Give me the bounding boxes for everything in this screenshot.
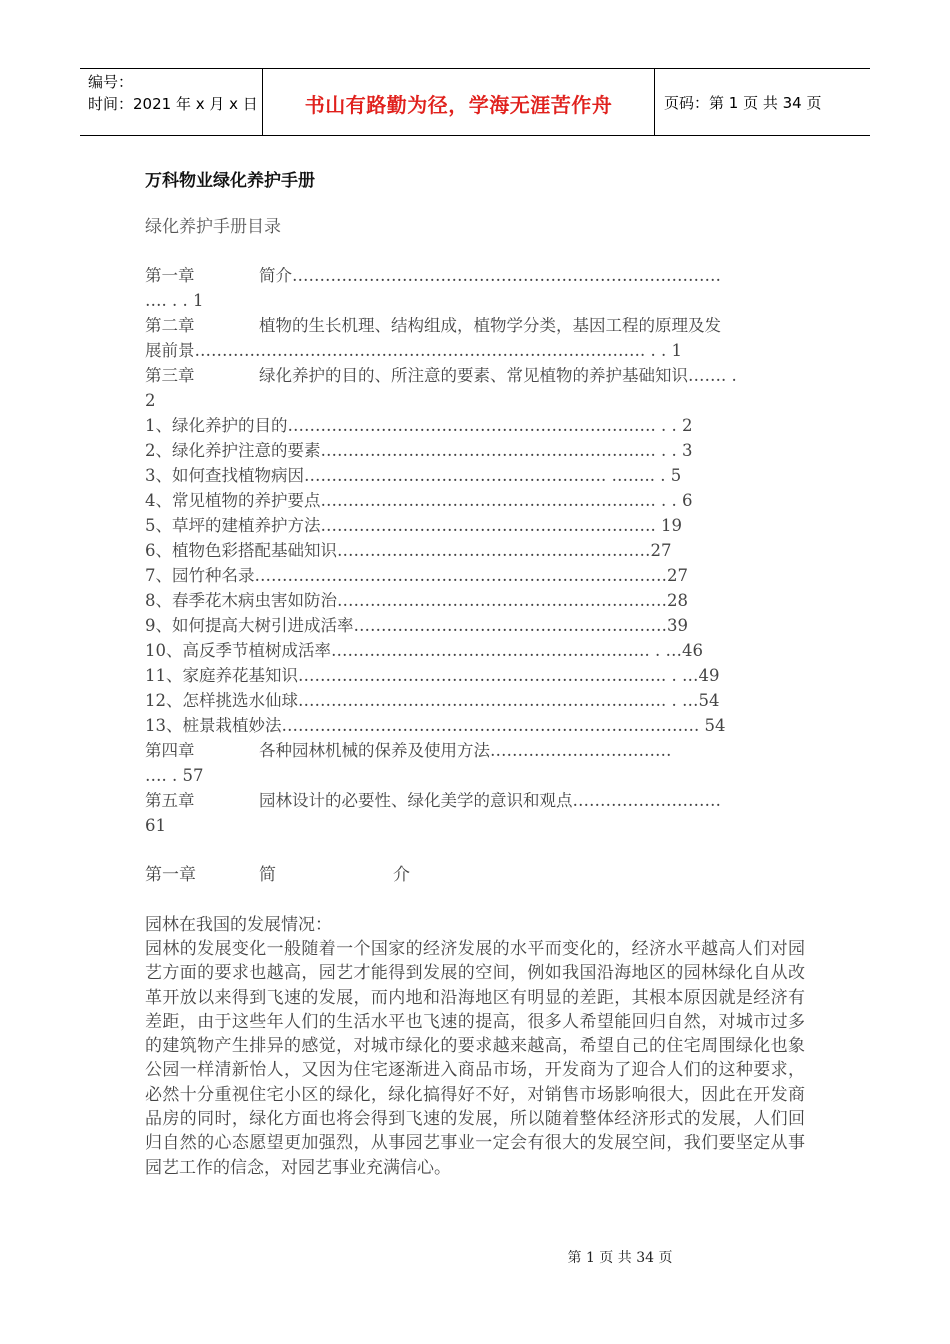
toc-chapter-label: 第五章 (145, 791, 195, 810)
header-number-label: 编号： (88, 73, 134, 91)
header-divider (654, 69, 655, 136)
toc-entry-continuation: 展前景………………………………………………………………………. . . 1 (145, 341, 682, 360)
toc-entry-chapter-4[interactable] (145, 738, 805, 763)
header-motto: 书山有路勤为径，学海无涯苦作舟 (304, 93, 613, 117)
chapter-heading (145, 863, 805, 888)
toc-chapter-title: 园林设计的必要性、绿化美学的意识和观点……………………… (259, 791, 721, 810)
toc-leader-dots: …………………………………………………………………… (292, 266, 721, 285)
toc-item[interactable]: 6、植物色彩搭配基础知识…………………………………………………27 (145, 541, 672, 560)
toc-item[interactable]: 12、怎样挑选水仙球…………………………………………………………. . …54 (145, 691, 720, 710)
header-meta (88, 71, 258, 115)
toc-item[interactable]: 7、园竹种名录…………………………………………………………………27 (145, 566, 688, 585)
section-title: 园林在我国的发展情况： (145, 915, 332, 935)
toc-entry-chapter-5[interactable] (145, 788, 805, 813)
toc-chapter-label: 第二章 (145, 316, 195, 335)
toc-entry-chapter-2[interactable] (145, 313, 805, 338)
document-body (145, 170, 805, 1180)
toc-item[interactable]: 9、如何提高大树引进成活率…………………………………………………39 (145, 616, 688, 635)
toc-entry-continuation: 61 (145, 816, 166, 835)
toc-item[interactable]: 2、绿化养护注意的要素……………………………………………………. . . 3 (145, 441, 693, 460)
toc-chapter-label: 第四章 (145, 741, 195, 760)
toc-item[interactable]: 13、桩景栽植妙法…………………………………………………………………. 54 (145, 716, 726, 735)
toc-chapter-label: 第一章 (145, 266, 195, 285)
toc-entry-chapter-1[interactable] (145, 263, 805, 288)
toc-entry-chapter-3[interactable] (145, 363, 805, 388)
chapter-title-part: 简 (259, 865, 276, 885)
toc-item[interactable]: 11、家庭养花基知识…………………………………………………………. . …49 (145, 666, 720, 685)
toc-item[interactable]: 5、草坪的建植养护方法……………………………………………………. 19 (145, 516, 682, 535)
toc-entry-continuation: 2 (145, 391, 156, 410)
toc-item[interactable]: 8、春季花木病虫害如防治……………………………………………………28 (145, 591, 688, 610)
toc-chapter-label: 第三章 (145, 366, 195, 385)
table-of-contents (145, 263, 805, 838)
chapter-title-part: 介 (393, 865, 410, 885)
toc-chapter-title: 简介 (259, 266, 292, 285)
body-paragraph: 园林的发展变化一般随着一个国家的经济发展的水平而变化的，经济水平越高人们对园艺方面的要求也越高，园艺才能得到发展的空间，例如我国沿海地区的园林绿化自从改革开放以来得到飞速的发展，而内地和沿海地区有明显的差距，其根本原因就是经济有差距，由于这些年人们的生活水平也飞速的提高，很多人希望能回归自然，对城市过多的建筑物产生排异的感觉，对城市绿化的要求越来越高，希望自己的住宅周围绿化也象公园一样清新怡人，又因为住宅逐渐进入商品市场，开发商为了迎合人们的这种要求，必然十分重视住宅小区的绿化，绿化搞得好不好，对销售市场影响很大，因此在开发商品房的同时，绿化方面也将会得到飞速的发展，所以随着整体经济形式的发展，人们回归自然的心态愿望更加强烈，从事园艺事业一定会有很大的发展空间，我们要坚定从事园艺工作的信念，对园艺事业充满信心。 (145, 939, 805, 1178)
toc-chapter-title: 植物的生长机理、结构组成，植物学分类，基因工程的原理及发 (259, 316, 721, 335)
toc-item[interactable]: 3、如何查找植物病因………………………………………………. …….. . 5 (145, 466, 682, 485)
header-page-info: 页码：第 1 页 共 34 页 (664, 94, 822, 112)
toc-entry-continuation: …. . 57 (145, 766, 204, 785)
toc-entry-continuation: …. . . 1 (145, 291, 204, 310)
header-time-label: 时间：2021 年 x 月 x 日 (88, 95, 258, 113)
toc-item[interactable]: 10、高反季节植树成活率…………………………………………………. . …46 (145, 641, 703, 660)
chapter-label: 第一章 (145, 865, 196, 885)
page-header (80, 68, 870, 136)
toc-item[interactable]: 4、常见植物的养护要点……………………………………………………. . . 6 (145, 491, 693, 510)
toc-chapter-title: 绿化养护的目的、所注意的要素、常见植物的养护基础知识……. . (259, 366, 737, 385)
toc-item[interactable]: 1、绿化养护的目的…………………………………………………………. . . 2 (145, 416, 693, 435)
toc-chapter-title: 各种园林机械的保养及使用方法…………………………… (259, 741, 672, 760)
toc-title: 绿化养护手册目录 (145, 217, 281, 237)
page-footer: 第 1 页 共 34 页 (567, 1250, 673, 1266)
document-title: 万科物业绿化养护手册 (145, 171, 315, 191)
